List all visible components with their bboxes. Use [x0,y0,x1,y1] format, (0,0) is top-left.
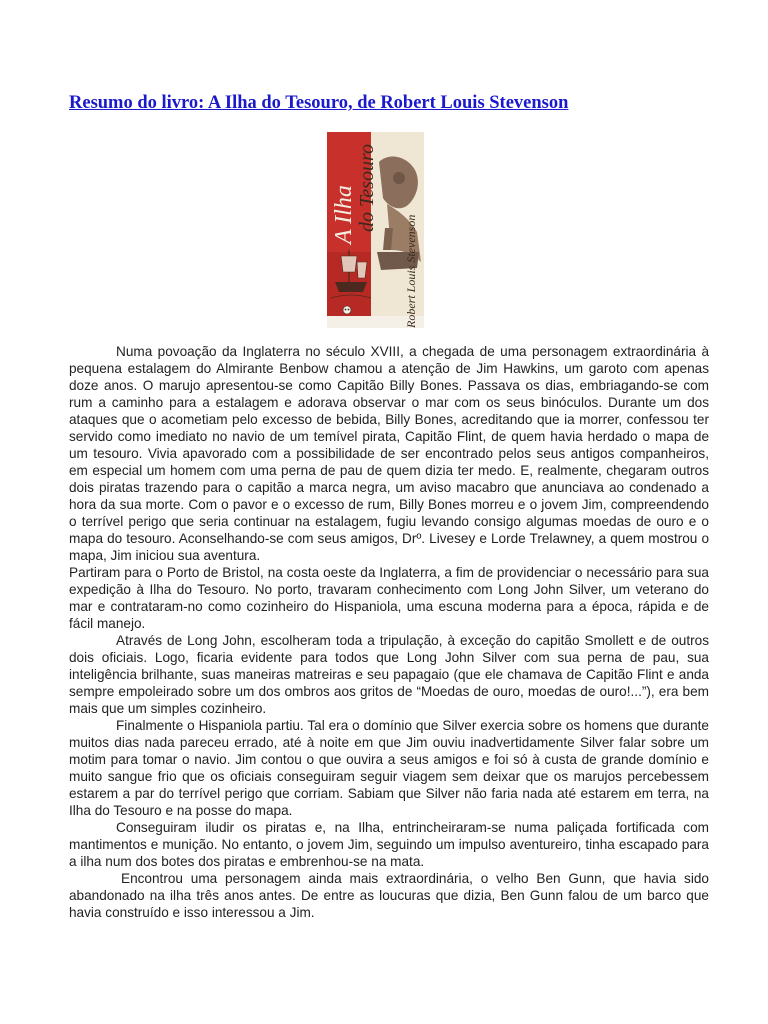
paragraph-3: Através de Long John, escolheram toda a tripulação, à exceção do capitão Smollett e de outros dois oficiais. Logo, ficaria evidente para todos que Long John Silver com sua perna de pau, sua inteligência brilhante, suas maneiras matreiras e seu papagaio (que ele chamava de Capitão Flint e anda sempre empoleirado sobre um dos ombros aos gritos de “Moedas de ouro, moedas de ouro!...”), era bem mais que um simples cozinheiro. [69,633,709,716]
document-title-link[interactable]: Resumo do livro: A Ilha do Tesouro, de Robert Louis Stevenson [69,93,569,113]
paragraph-4: Finalmente o Hispaniola partiu. Tal era o domínio que Silver exercia sobre os homens que durante muitos dias nada pareceu errado, até à noite em que Jim ouviu inadvertidamente Silver falar sobre um motim para tomar o navio. Jim contou o que ouvira a seus amigos e foi só à custa de grande domínio e muito sangue frio que os oficiais conseguiram seguir viagem sem deixar que os marujos percebessem estarem a par do terrível perigo que corriam. Sabiam que Silver não faria nada até estarem em terra, na Ilha do Tesouro e na posse do mapa. [69,718,709,818]
paragraph-6: Encontrou uma personagem ainda mais extraordinária, o velho Ben Gunn, que havia sido abandonado na ilha três anos antes. De entre as loucuras que dizia, Ben Gunn falou de um barco que havia construído e isso interessou a Jim. [69,871,709,920]
paragraph-5: Conseguiram iludir os piratas e, na Ilha, entrincheiraram-se numa paliçada fortificada com mantimentos e munição. No entanto, o jovem Jim, seguindo um impulso aventureiro, tinha escapado para a ilha num dos botes dos piratas e embrenhou-se na mata. [69,820,709,869]
cover-title-line-2: do Tesouro [356,144,378,232]
cover-author: Robert Louis Stevenson [404,214,418,328]
summary-text [69,343,709,921]
cover-title-line-1: A Ilha [331,185,357,244]
paragraph-1: Numa povoação da Inglaterra no século XVIII, a chegada de uma personagem extraordinária à pequena estalagem do Almirante Benbow chamou a atenção de Jim Hawkins, um garoto com apenas doze anos. O marujo apresentou-se como Capitão Billy Bones. Passava os dias, embriagando-se com rum a caminho para a estalagem e adorava observar o mar com os seus binóculos. Durante um dos ataques que o acometiam pelo excesso de bebida, Billy Bones, acreditando que ia morrer, confessou ter servido como imediato no navio de um temível pirata, Capitão Flint, de quem havia herdado o mapa de um tesouro. Vivia apavorado com a possibilidade de ser encontrado pelos seus antigos companheiros, em especial um homem com uma perna de pau de quem dizia ter medo. E, realmente, chegaram outros dois piratas trazendo para o capitão a marca negra, um aviso macabro que anunciava ao condenado a hora da sua morte. Com o pavor e o excesso de rum, Billy Bones morreu e o jovem Jim, compreendendo o terrível perigo que seria continuar na estalagem, fugiu levando consigo algumas moedas de ouro e o mapa do tesouro. Aconselhando-se com seus amigos, Drº. Livesey e Lorde Trelawney, a quem mostrou o mapa, Jim iniciou sua aventura. [69,344,709,563]
book-cover-illustration [327,132,424,328]
book-cover-image [327,132,424,328]
paragraph-2: Partiram para o Porto de Bristol, na costa oeste da Inglaterra, a fim de providenciar o necessário para sua expedição à Ilha do Tesouro. No porto, travaram conhecimento com Long John Silver, um veterano do mar e contrataram-no como cozinheiro do Hispaniola, uma escuna moderna para a época, rápida e de fácil manejo. [69,565,709,631]
